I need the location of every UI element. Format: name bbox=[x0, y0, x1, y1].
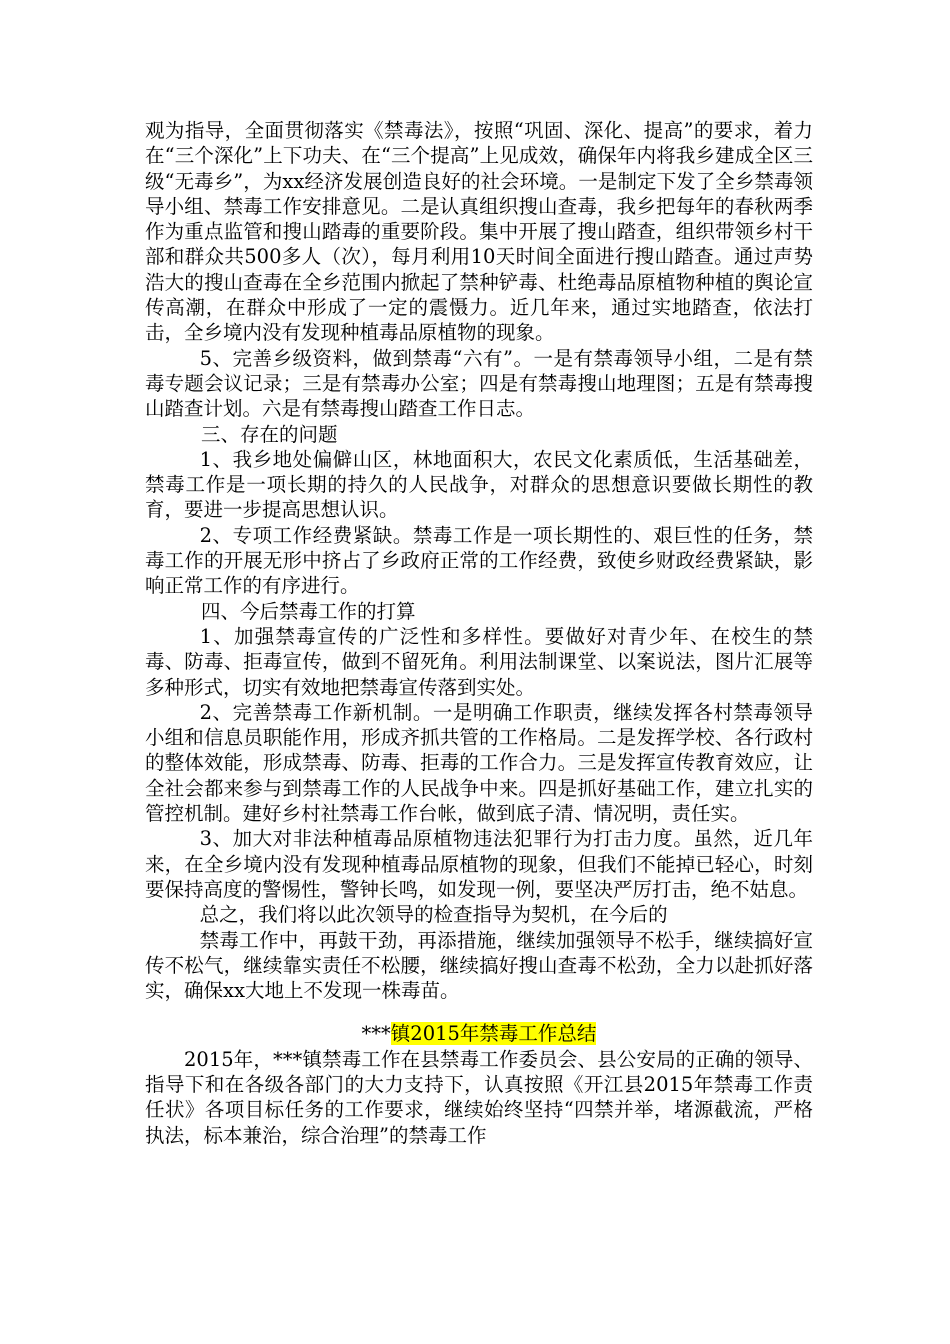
title-highlighted-text: 镇2015年禁毒工作总结 bbox=[390, 1022, 597, 1046]
document-title bbox=[145, 1021, 813, 1046]
intro-paragraph: 2015年，***镇禁毒工作在县禁毒工作委员会、县公安局的正确的领导、指导下和在各级各部门的大力支持下，认真按照《开江县2015年禁毒工作责任状》各项目标任务的工作要求，继续始终坚持“四禁并举，堵源截流，严格执法，标本兼治，综合治理”的禁毒工作 bbox=[145, 1047, 813, 1147]
problem-1-paragraph: 1、我乡地处偏僻山区，林地面积大，农民文化素质低，生活基础差，禁毒工作是一项长期的持久的人民战争，对群众的思想意识要做长期性的教育，要进一步提高思想认识。 bbox=[145, 447, 813, 522]
plan-1-paragraph: 1、加强禁毒宣传的广泛性和多样性。要做好对青少年、在校生的禁毒、防毒、拒毒宣传，做到不留死角。利用法制课堂、以案说法，图片汇展等多种形式，切实有效地把禁毒宣传落到实处。 bbox=[145, 624, 813, 699]
item-5-paragraph: 5、完善乡级资料，做到禁毒“六有”。一是有禁毒领导小组，二是有禁毒专题会议记录；三是有禁毒办公室；四是有禁毒搜山地理图；五是有禁毒搜山踏查计划。六是有禁毒搜山踏查工作日志。 bbox=[145, 346, 813, 421]
problem-2-paragraph: 2、专项工作经费紧缺。禁毒工作是一项长期性的、艰巨性的任务，禁毒工作的开展无形中挤占了乡政府正常的工作经费，致使乡财政经费紧缺，影响正常工作的有序进行。 bbox=[145, 523, 813, 598]
summary-paragraph: 禁毒工作中，再鼓干劲，再添措施，继续加强领导不松手，继续搞好宣传不松气，继续靠实责任不松腰，继续搞好搜山查毒不松劲，全力以赴抓好落实，确保xx大地上不发现一株毒苗。 bbox=[145, 928, 813, 1003]
section-spacer bbox=[145, 1003, 813, 1021]
plan-2-paragraph: 2、完善禁毒工作新机制。一是明确工作职责，继续发挥各村禁毒领导小组和信息员职能作用，形成齐抓共管的工作格局。二是发挥学校、各行政村的整体效能，形成禁毒、防毒、拒毒的工作合力。三是发挥宣传教育效应，让全社会都来参与到禁毒工作的人民战争中来。四是抓好基础工作，建立扎实的管控机制。建好乡村社禁毒工作台帐，做到底子清、情况明，责任实。 bbox=[145, 700, 813, 826]
section-4-heading: 四、今后禁毒工作的打算 bbox=[201, 599, 416, 623]
title-prefix: *** bbox=[361, 1022, 391, 1046]
document-page bbox=[145, 118, 813, 1148]
paragraph-continuation: 观为指导，全面贯彻落实《禁毒法》，按照“巩固、深化、提高”的要求，着力在“三个深化”上下功夫、在“三个提高”上见成效，确保年内将我乡建成全区三级“无毒乡”，为xx经济发展创造良好的社会环境。一是制定下发了全乡禁毒领导小组、禁毒工作安排意见。二是认真组织搜山查毒，我乡把每年的春秋两季作为重点监管和搜山踏毒的重要阶段。集中开展了搜山踏查，组织带领乡村干部和群众共500多人（次），每月利用10天时间全面进行搜山踏查。通过声势浩大的搜山查毒在全乡范围内掀起了禁种铲毒、杜绝毒品原植物种植的舆论宣传高潮，在群众中形成了一定的震慑力。近几年来，通过实地踏查，依法打击，全乡境内没有发现种植毒品原植物的现象。 bbox=[145, 119, 813, 345]
section-3-heading: 三、存在的问题 bbox=[201, 422, 338, 446]
summary-line-1: 总之，我们将以此次领导的检查指导为契机，在今后的 bbox=[199, 903, 668, 927]
plan-3-paragraph: 3、加大对非法种植毒品原植物违法犯罪行为打击力度。虽然，近几年来，在全乡境内没有发现种植毒品原植物的现象，但我们不能掉已轻心，时刻要保持高度的警惕性，警钟长鸣，如发现一例，要坚决严厉打击，绝不姑息。 bbox=[145, 827, 813, 901]
